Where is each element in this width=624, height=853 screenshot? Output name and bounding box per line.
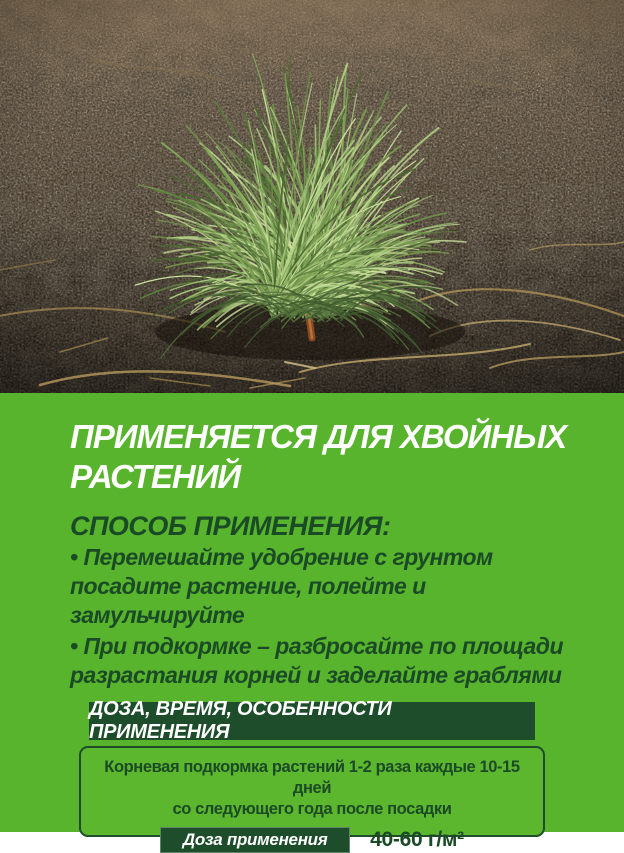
photo-conifer-seedling xyxy=(0,0,624,393)
dose-instructions-line-1: Корневая подкормка растений 1-2 раза каждые 10-15 дней xyxy=(104,758,520,797)
dose-rate-value: 40-60 г/м² xyxy=(370,828,464,851)
headline-line-2: РАСТЕНИЙ xyxy=(70,458,241,495)
dose-panel xyxy=(79,746,545,851)
soil-plant-illustration xyxy=(0,0,624,393)
usage-bullet-2: • При подкормке – разбросайте по площади разрастания корней и заделайте граблями xyxy=(70,633,564,688)
dose-instructions-line-2: со следующего года после посадки xyxy=(172,800,452,818)
dose-instructions xyxy=(91,757,533,820)
info-section xyxy=(0,393,624,851)
headline xyxy=(0,393,620,497)
headline-line-1: ПРИМЕНЯЕТСЯ ДЛЯ ХВОЙНЫХ xyxy=(70,418,567,455)
dose-section-header: ДОЗА, ВРЕМЯ, ОСОБЕННОСТИ ПРИМЕНЕНИЯ xyxy=(89,702,535,740)
usage-title: СПОСОБ ПРИМЕНЕНИЯ: xyxy=(70,511,391,541)
dose-row xyxy=(91,827,533,853)
usage-bullet-1: • Перемешайте удобрение с грунтом посадите растение, полейте и замульчируйте xyxy=(70,544,493,628)
dose-rate-label: Доза применения xyxy=(160,827,350,853)
